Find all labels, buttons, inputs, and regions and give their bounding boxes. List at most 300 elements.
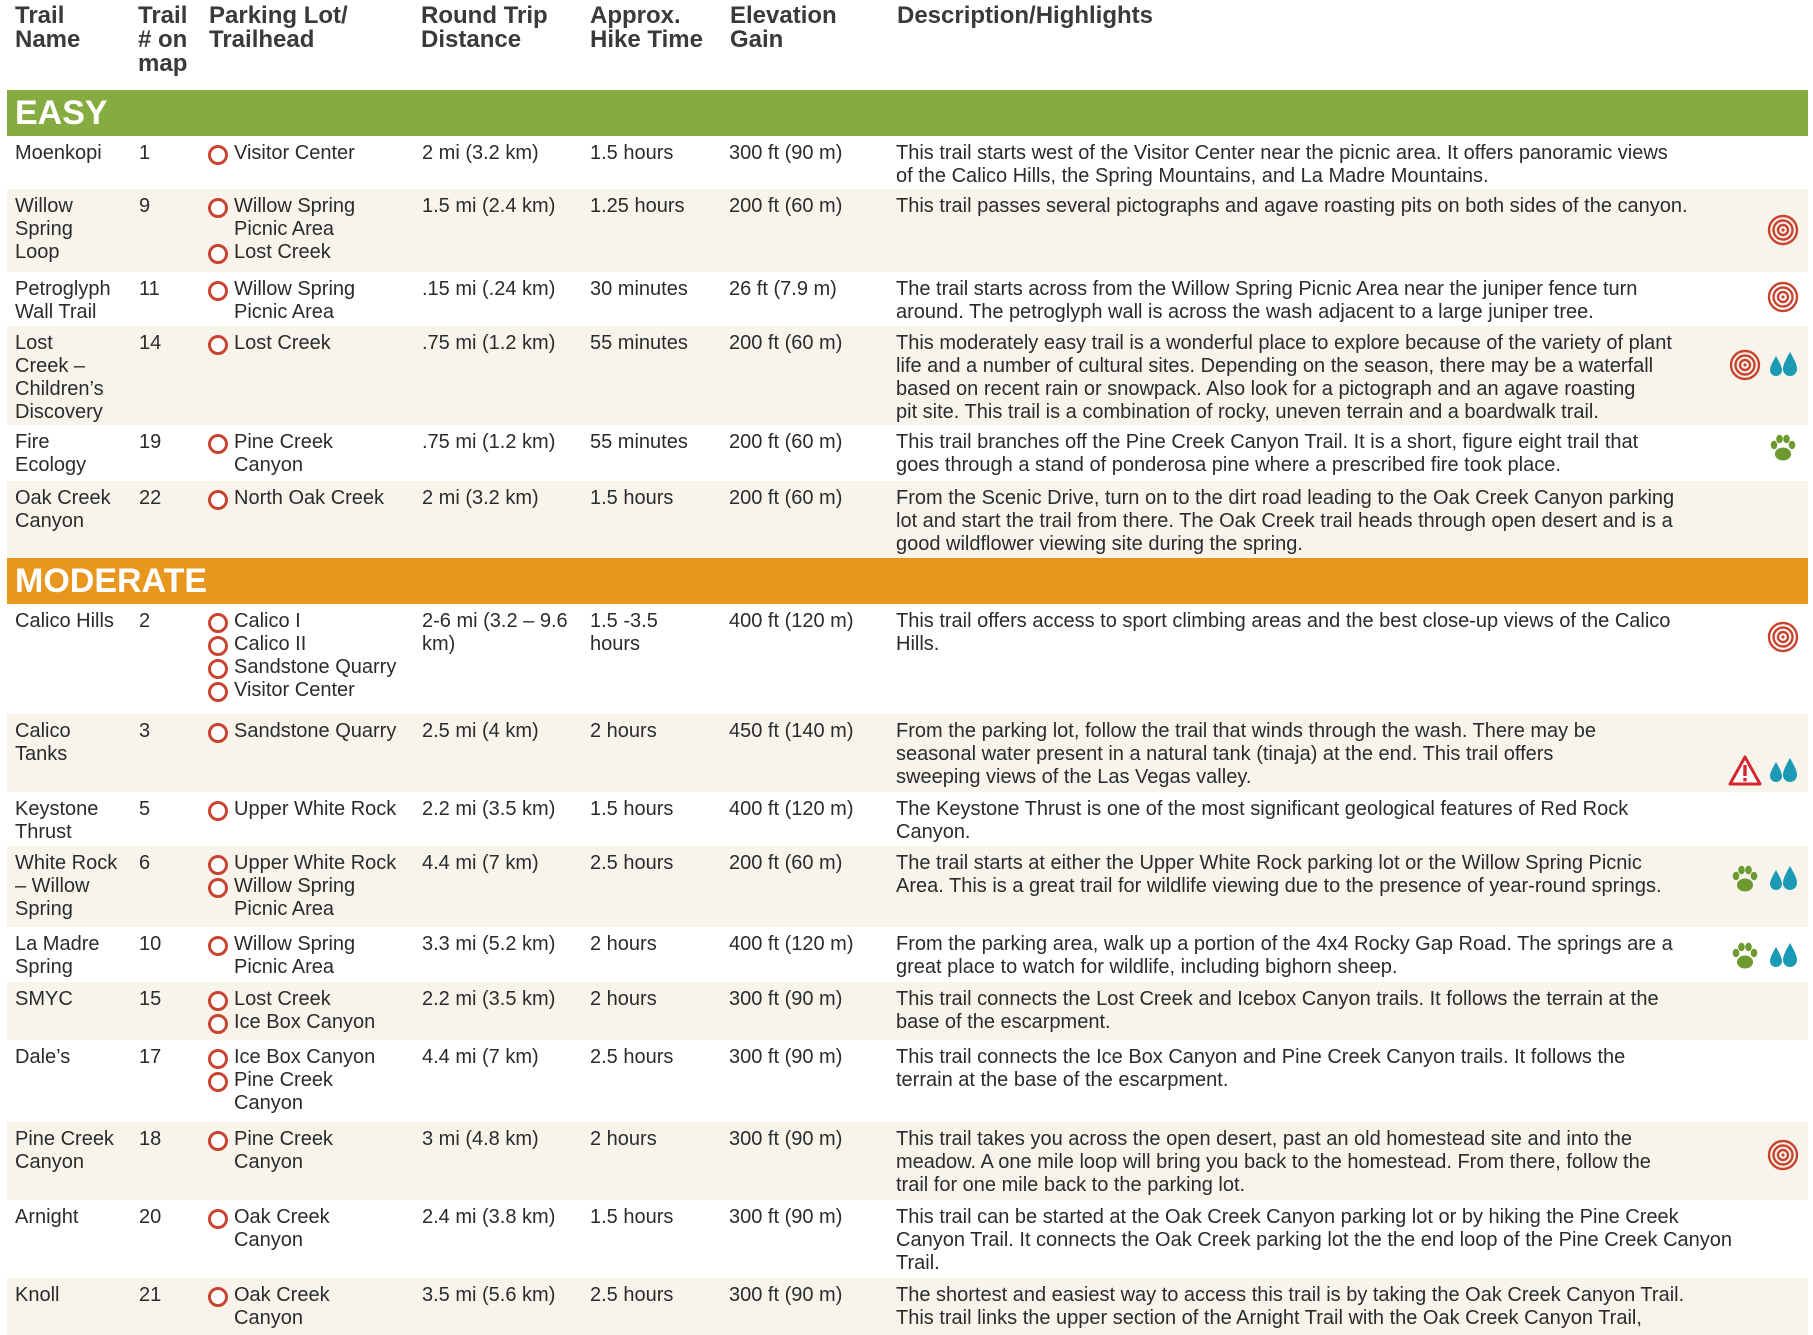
trailhead-marker-icon xyxy=(208,1072,228,1092)
trail-name-line: Calico xyxy=(15,720,71,742)
parking-item-line: North Oak Creek xyxy=(234,487,385,509)
table-row xyxy=(7,1122,1808,1200)
description-line: great place to watch for wildlife, including bighorn sheep. xyxy=(896,956,1398,978)
description-line: good wildflower viewing site during the spring. xyxy=(896,533,1303,555)
distance xyxy=(422,332,587,355)
parking-list xyxy=(208,1046,418,1115)
description-line: This trail connects the Ice Box Canyon and Pine Creek Canyon trails. It follows the xyxy=(896,1046,1626,1068)
distance-line: 1.5 mi (2.4 km) xyxy=(422,195,556,217)
trail-name xyxy=(15,1284,135,1307)
hike-time-line: 1.5 hours xyxy=(590,142,674,164)
parking-item xyxy=(208,487,418,510)
parking-item xyxy=(208,610,418,633)
trailhead-marker-icon xyxy=(208,198,228,218)
parking-item-line: Pine Creek xyxy=(234,1128,333,1150)
distance xyxy=(422,720,587,743)
description xyxy=(896,933,1746,979)
trailhead-marker-icon xyxy=(208,878,228,898)
trail-name-line: Spring xyxy=(15,218,73,240)
trail-name-line: Oak Creek xyxy=(15,487,111,509)
description-line: This trail branches off the Pine Creek Canyon Trail. It is a short, figure eight trail that xyxy=(896,431,1639,453)
trail-name-line: Ecology xyxy=(15,454,87,476)
description xyxy=(896,1046,1746,1092)
parking-item-line: Ice Box Canyon xyxy=(234,1046,376,1068)
header-elev-line: Elevation xyxy=(730,2,837,29)
trail-name-line: Lost xyxy=(15,332,53,354)
parking-item xyxy=(208,1011,418,1034)
feature-icons xyxy=(1728,754,1800,788)
trail-name xyxy=(15,610,135,633)
parking-item-line: Picnic Area xyxy=(234,898,335,920)
trail-name-line: Calico Hills xyxy=(15,610,114,632)
paw-icon xyxy=(1766,431,1800,465)
elevation-gain: 200 ft (60 m) xyxy=(729,487,843,509)
spiral-icon xyxy=(1766,213,1800,247)
distance xyxy=(422,1128,587,1151)
parking-item-line: Canyon xyxy=(234,1307,303,1329)
elevation-gain: 300 ft (90 m) xyxy=(729,1128,843,1150)
trailhead-marker-icon xyxy=(208,244,228,264)
feature-icons xyxy=(1766,213,1800,247)
trail-number: 3 xyxy=(139,720,151,742)
parking-list xyxy=(208,933,418,979)
parking-item-line: Sandstone Quarry xyxy=(234,720,397,742)
parking-item-line: Calico I xyxy=(234,610,301,632)
hike-time-line: 2.5 hours xyxy=(590,1284,674,1306)
parking-item xyxy=(208,195,418,241)
parking-item xyxy=(208,988,418,1011)
description-line: Area. This is a great trail for wildlife viewing due to the presence of year-round springs. xyxy=(896,875,1662,897)
water-icon xyxy=(1766,754,1800,788)
trail-name-line: Canyon xyxy=(15,510,84,532)
table-row xyxy=(7,272,1808,326)
parking-item-line: Visitor Center xyxy=(234,679,355,701)
feature-icons xyxy=(1766,1138,1800,1172)
hike-time xyxy=(590,431,730,454)
table-row xyxy=(7,1278,1808,1335)
parking-list xyxy=(208,431,418,477)
description-line: From the parking area, walk up a portion of the 4x4 Rocky Gap Road. The springs are a xyxy=(896,933,1673,955)
distance xyxy=(422,610,587,656)
trailhead-marker-icon xyxy=(208,145,228,165)
description-line: sweeping views of the Las Vegas valley. xyxy=(896,766,1252,788)
hike-time-line: 55 minutes xyxy=(590,431,688,453)
elevation-gain: 200 ft (60 m) xyxy=(729,195,843,217)
table-row xyxy=(7,1040,1808,1122)
parking-item-line: Canyon xyxy=(234,454,303,476)
table-row xyxy=(7,1200,1808,1278)
parking-list xyxy=(208,610,418,702)
trailhead-marker-icon xyxy=(208,855,228,875)
hike-time xyxy=(590,933,730,956)
trail-number: 1 xyxy=(139,142,151,164)
trail-name xyxy=(15,1206,135,1229)
parking-list xyxy=(208,1206,418,1252)
description xyxy=(896,487,1746,556)
trail-number: 22 xyxy=(139,487,162,509)
parking-item xyxy=(208,1284,418,1330)
trail-name xyxy=(15,142,135,165)
description xyxy=(896,332,1746,424)
header-dist-line: Round Trip xyxy=(421,2,548,29)
description xyxy=(896,988,1746,1034)
description-line: This trail offers access to sport climbing areas and the best close-up views of the Calico xyxy=(896,610,1671,632)
description-line: This trail starts west of the Visitor Center near the picnic area. It offers panoramic views xyxy=(896,142,1668,164)
parking-item xyxy=(208,875,418,921)
elevation-gain: 300 ft (90 m) xyxy=(729,988,843,1010)
trail-name-line: Creek – xyxy=(15,355,86,377)
description-line: pit site. This trail is a combination of rocky, uneven terrain and a boardwalk trail. xyxy=(896,401,1599,423)
trail-number: 2 xyxy=(139,610,151,632)
hike-time xyxy=(590,988,730,1011)
hike-time xyxy=(590,610,730,656)
distance-line: 2 mi (3.2 km) xyxy=(422,487,539,509)
description-line: This moderately easy trail is a wonderful place to explore because of the variety of plant xyxy=(896,332,1672,354)
description-line: Canyon Trail. It connects the Oak Creek parking lot the the end loop of the Pine Creek Canyon xyxy=(896,1229,1733,1251)
trail-name-line: – Willow xyxy=(15,875,90,897)
trail-name-line: Canyon xyxy=(15,1151,84,1173)
parking-item-line: Sandstone Quarry xyxy=(234,656,397,678)
hike-time xyxy=(590,798,730,821)
trail-number: 20 xyxy=(139,1206,162,1228)
elevation-gain: 450 ft (140 m) xyxy=(729,720,854,742)
description xyxy=(896,142,1746,188)
feature-icons xyxy=(1766,431,1800,465)
trailhead-marker-icon xyxy=(208,659,228,679)
description-line: This trail can be started at the Oak Creek Canyon parking lot or by hiking the Pine Creek xyxy=(896,1206,1679,1228)
table-row xyxy=(7,326,1808,425)
hike-time xyxy=(590,1284,730,1307)
parking-item-line: Calico II xyxy=(234,633,307,655)
table-row xyxy=(7,792,1808,846)
parking-list xyxy=(208,720,418,743)
hike-time xyxy=(590,142,730,165)
description xyxy=(896,720,1746,789)
parking-item-line: Canyon xyxy=(234,1151,303,1173)
header-name-line: Trail xyxy=(15,2,65,29)
distance-line: .75 mi (1.2 km) xyxy=(422,332,556,354)
parking-item xyxy=(208,278,418,324)
trail-name-line: Thrust xyxy=(15,821,72,843)
trailhead-marker-icon xyxy=(208,723,228,743)
trail-name xyxy=(15,798,135,844)
trail-number: 6 xyxy=(139,852,151,874)
distance xyxy=(422,852,587,875)
hike-time xyxy=(590,332,730,355)
hike-time-line: 2.5 hours xyxy=(590,1046,674,1068)
trailhead-marker-icon xyxy=(208,991,228,1011)
parking-item-line: Picnic Area xyxy=(234,218,335,240)
hike-time-line: 1.5 hours xyxy=(590,798,674,820)
spiral-icon xyxy=(1766,1138,1800,1172)
distance-line: .75 mi (1.2 km) xyxy=(422,431,556,453)
trail-number: 18 xyxy=(139,1128,162,1150)
description-line: This trail connects the Lost Creek and Icebox Canyon trails. It follows the terrain at the xyxy=(896,988,1659,1010)
elevation-gain: 300 ft (90 m) xyxy=(729,1206,843,1228)
trail-name xyxy=(15,487,135,533)
hike-time-line: 1.5 hours xyxy=(590,487,674,509)
parking-item xyxy=(208,852,418,875)
description-line: This trail links the upper section of the Arnight Trail with the Oak Creek Canyon Trail, xyxy=(896,1307,1642,1329)
hike-time-line: 2.5 hours xyxy=(590,852,674,874)
parking-item xyxy=(208,332,418,355)
trail-name-line: La Madre xyxy=(15,933,100,955)
trailhead-marker-icon xyxy=(208,335,228,355)
header-time-line: Approx. xyxy=(590,2,681,29)
parking-item-line: Oak Creek xyxy=(234,1206,330,1228)
feature-icons xyxy=(1766,620,1800,654)
trail-name xyxy=(15,278,135,324)
distance-line: km) xyxy=(422,633,456,655)
distance xyxy=(422,798,587,821)
header-park-line: Parking Lot/ xyxy=(209,2,348,29)
trailhead-marker-icon xyxy=(208,636,228,656)
parking-item-line: Willow Spring xyxy=(234,195,356,217)
header-num-line: # on xyxy=(138,26,188,53)
hike-time xyxy=(590,195,730,218)
elevation-gain: 400 ft (120 m) xyxy=(729,610,854,632)
description-line: Canyon. xyxy=(896,821,971,843)
parking-item-line: Willow Spring xyxy=(234,933,356,955)
trailhead-marker-icon xyxy=(208,1014,228,1034)
distance-line: 3.5 mi (5.6 km) xyxy=(422,1284,556,1306)
trail-name xyxy=(15,720,135,766)
description-line: This trail takes you across the open desert, past an old homestead site and into the xyxy=(896,1128,1632,1150)
trailhead-marker-icon xyxy=(208,281,228,301)
trail-name-line: Discovery xyxy=(15,401,103,423)
trail-name-line: Arnight xyxy=(15,1206,79,1228)
distance xyxy=(422,988,587,1011)
description xyxy=(896,1206,1746,1275)
header-time xyxy=(590,4,703,52)
trail-number: 9 xyxy=(139,195,151,217)
hike-time-line: 2 hours xyxy=(590,1128,657,1150)
section-band-easy: EASY xyxy=(7,90,1808,136)
trailhead-marker-icon xyxy=(208,434,228,454)
trailhead-marker-icon xyxy=(208,682,228,702)
trailhead-marker-icon xyxy=(208,613,228,633)
hike-time-line: 2 hours xyxy=(590,720,657,742)
trail-name-line: Spring xyxy=(15,898,73,920)
distance-line: 2 mi (3.2 km) xyxy=(422,142,539,164)
hike-time-line: 1.5 -3.5 xyxy=(590,610,658,632)
distance-line: 4.4 mi (7 km) xyxy=(422,1046,539,1068)
trail-number: 10 xyxy=(139,933,162,955)
hike-time xyxy=(590,1046,730,1069)
description-line: trail for one mile back to the parking lot. xyxy=(896,1174,1246,1196)
feature-icons xyxy=(1766,280,1800,314)
description xyxy=(896,798,1746,844)
elevation-gain: 400 ft (120 m) xyxy=(729,933,854,955)
trailhead-marker-icon xyxy=(208,490,228,510)
parking-item xyxy=(208,798,418,821)
parking-item-line: Ice Box Canyon xyxy=(234,1011,376,1033)
water-icon xyxy=(1766,939,1800,973)
table-row xyxy=(7,604,1808,714)
header-num-line: Trail xyxy=(138,2,188,29)
distance-line: 2-6 mi (3.2 – 9.6 xyxy=(422,610,568,632)
description-line: The Keystone Thrust is one of the most significant geological features of Red Rock xyxy=(896,798,1629,820)
header-desc xyxy=(897,4,1153,28)
trail-name-line: Willow xyxy=(15,195,73,217)
hike-time xyxy=(590,487,730,510)
description-line: Hills. xyxy=(896,633,940,655)
trail-number: 17 xyxy=(139,1046,162,1068)
header-elev-line: Gain xyxy=(730,26,784,53)
paw-icon xyxy=(1728,939,1762,973)
feature-icons xyxy=(1728,939,1800,973)
elevation-gain: 200 ft (60 m) xyxy=(729,431,843,453)
description-line: meadow. A one mile loop will bring you back to the homestead. From there, follow the xyxy=(896,1151,1651,1173)
trail-name xyxy=(15,988,135,1011)
elevation-gain: 200 ft (60 m) xyxy=(729,332,843,354)
trail-name xyxy=(15,332,135,424)
trail-name-line: Loop xyxy=(15,241,60,263)
description xyxy=(896,278,1746,324)
distance-line: 2.4 mi (3.8 km) xyxy=(422,1206,556,1228)
hike-time-line: 2 hours xyxy=(590,988,657,1010)
trail-name-line: White Rock xyxy=(15,852,118,874)
hike-time-line: 1.25 hours xyxy=(590,195,685,217)
elevation-gain: 400 ft (120 m) xyxy=(729,798,854,820)
table-row xyxy=(7,425,1808,481)
description xyxy=(896,610,1746,656)
table-row xyxy=(7,136,1808,189)
parking-item-line: Canyon xyxy=(234,1092,303,1114)
hike-time xyxy=(590,1128,730,1151)
parking-item xyxy=(208,656,418,679)
trail-number: 21 xyxy=(139,1284,162,1306)
parking-list xyxy=(208,332,418,355)
description-line: of the Calico Hills, the Spring Mountains, and La Madre Mountains. xyxy=(896,165,1489,187)
table-row xyxy=(7,927,1808,982)
section-band-moderate: MODERATE xyxy=(7,558,1808,604)
description-line: based on recent rain or snowpack. Also look for a pictograph and an agave roasting xyxy=(896,378,1636,400)
description-line: From the parking lot, follow the trail that winds through the wash. There may be xyxy=(896,720,1596,742)
table-row xyxy=(7,714,1808,792)
trail-name-line: SMYC xyxy=(15,988,73,1010)
parking-item-line: Canyon xyxy=(234,1229,303,1251)
description-line: base of the escarpment. xyxy=(896,1011,1111,1033)
header-park xyxy=(209,4,348,52)
description-line: around. The petroglyph wall is across the wash adjacent to a large juniper tree. xyxy=(896,301,1594,323)
distance xyxy=(422,431,587,454)
description xyxy=(896,852,1746,898)
distance-line: 2.2 mi (3.5 km) xyxy=(422,988,556,1010)
description-line: seasonal water present in a natural tank (tinaja) at the end. This trail offers xyxy=(896,743,1554,765)
parking-item xyxy=(208,1046,418,1069)
parking-list xyxy=(208,1128,418,1174)
distance xyxy=(422,1206,587,1229)
hike-time xyxy=(590,852,730,875)
trailhead-marker-icon xyxy=(208,801,228,821)
description-line: From the Scenic Drive, turn on to the dirt road leading to the Oak Creek Canyon parking xyxy=(896,487,1675,509)
distance xyxy=(422,1046,587,1069)
header-time-line: Hike Time xyxy=(590,26,703,53)
water-icon xyxy=(1766,862,1800,896)
parking-item xyxy=(208,431,418,477)
hike-time-line: hours xyxy=(590,633,641,655)
trailhead-marker-icon xyxy=(208,1049,228,1069)
parking-list xyxy=(208,988,418,1034)
trail-name-line: Fire xyxy=(15,431,50,453)
description-line: The trail starts across from the Willow Spring Picnic Area near the juniper fence turn xyxy=(896,278,1638,300)
trail-name-line: Moenkopi xyxy=(15,142,102,164)
header-park-line: Trailhead xyxy=(209,26,315,53)
trail-name xyxy=(15,1128,135,1174)
parking-item xyxy=(208,1206,418,1252)
warning-icon xyxy=(1728,754,1762,788)
trail-number: 14 xyxy=(139,332,162,354)
header-num-line: map xyxy=(138,50,188,77)
description xyxy=(896,195,1746,218)
trail-number: 5 xyxy=(139,798,151,820)
elevation-gain: 300 ft (90 m) xyxy=(729,1284,843,1306)
description-line: This trail passes several pictographs and agave roasting pits on both sides of the canyon. xyxy=(896,195,1688,217)
parking-item-line: Willow Spring xyxy=(234,875,356,897)
table-row xyxy=(7,481,1808,558)
table-row xyxy=(7,189,1808,272)
parking-item-line: Lost Creek xyxy=(234,332,331,354)
hike-time-line: 30 minutes xyxy=(590,278,688,300)
trail-name xyxy=(15,431,135,477)
trail-name-line: Keystone xyxy=(15,798,99,820)
distance-line: 2.2 mi (3.5 km) xyxy=(422,798,556,820)
trail-number: 15 xyxy=(139,988,162,1010)
parking-list xyxy=(208,852,418,921)
distance xyxy=(422,487,587,510)
description xyxy=(896,1284,1746,1330)
hike-time xyxy=(590,720,730,743)
description-line: The trail starts at either the Upper White Rock parking lot or the Willow Spring Picnic xyxy=(896,852,1642,874)
parking-list xyxy=(208,142,418,165)
parking-item-line: Lost Creek xyxy=(234,988,331,1010)
elevation-gain: 300 ft (90 m) xyxy=(729,1046,843,1068)
trail-name xyxy=(15,1046,135,1069)
hike-time-line: 1.5 hours xyxy=(590,1206,674,1228)
distance xyxy=(422,278,587,301)
elevation-gain: 300 ft (90 m) xyxy=(729,142,843,164)
trail-name-line: Pine Creek xyxy=(15,1128,114,1150)
header-elev xyxy=(730,4,837,52)
trail-number: 19 xyxy=(139,431,162,453)
spiral-icon xyxy=(1766,280,1800,314)
description-line: Trail. xyxy=(896,1252,940,1274)
header-desc-line: Description/Highlights xyxy=(897,2,1154,29)
header-dist-line: Distance xyxy=(421,26,522,53)
parking-item xyxy=(208,142,418,165)
distance xyxy=(422,1284,587,1307)
elevation-gain: 26 ft (7.9 m) xyxy=(729,278,837,300)
feature-icons xyxy=(1728,348,1800,382)
header-dist xyxy=(421,4,548,52)
distance xyxy=(422,195,587,218)
feature-icons xyxy=(1728,862,1800,896)
table-row xyxy=(7,982,1808,1040)
spiral-icon xyxy=(1766,620,1800,654)
parking-item-line: Picnic Area xyxy=(234,301,335,323)
hike-time xyxy=(590,278,730,301)
elevation-gain: 200 ft (60 m) xyxy=(729,852,843,874)
trail-name-line: Spring xyxy=(15,956,73,978)
parking-item xyxy=(208,679,418,702)
parking-item xyxy=(208,720,418,743)
trailhead-marker-icon xyxy=(208,936,228,956)
parking-item-line: Upper White Rock xyxy=(234,852,397,874)
parking-list xyxy=(208,1284,418,1330)
parking-item xyxy=(208,1128,418,1174)
parking-list xyxy=(208,798,418,821)
